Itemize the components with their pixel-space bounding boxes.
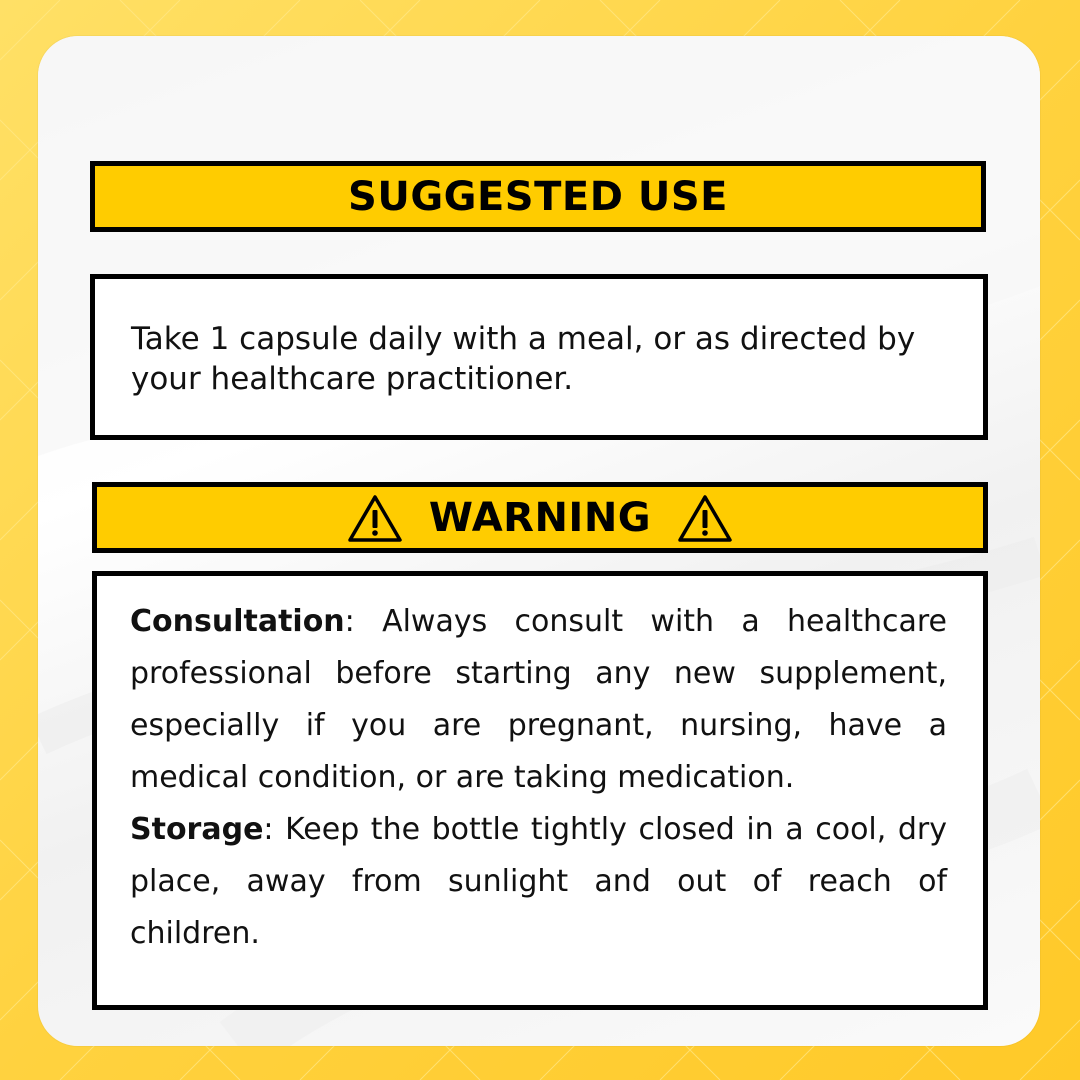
suggested-use-heading: SUGGESTED USE bbox=[348, 173, 728, 220]
storage-paragraph bbox=[130, 804, 947, 960]
consultation-text: : Always consult with a healthcare professional before starting any new supplement, especially if you are pregnant, nursing, have a medical condition, or are taking medication. bbox=[130, 604, 947, 795]
suggested-use-banner bbox=[90, 161, 986, 232]
consultation-label: Consultation bbox=[130, 604, 345, 639]
warning-box bbox=[92, 571, 988, 1010]
warning-triangle-icon bbox=[677, 493, 733, 543]
suggested-use-box bbox=[90, 274, 988, 440]
storage-label: Storage bbox=[130, 812, 264, 847]
consultation-paragraph bbox=[130, 596, 947, 804]
warning-banner bbox=[92, 482, 988, 553]
storage-text: : Keep the bottle tightly closed in a cool, dry place, away from sunlight and out of reach of children. bbox=[130, 812, 947, 951]
suggested-use-text: Take 1 capsule daily with a meal, or as directed by your healthcare practitioner. bbox=[131, 321, 916, 397]
warning-triangle-icon bbox=[347, 493, 403, 543]
warning-heading: WARNING bbox=[428, 494, 652, 541]
